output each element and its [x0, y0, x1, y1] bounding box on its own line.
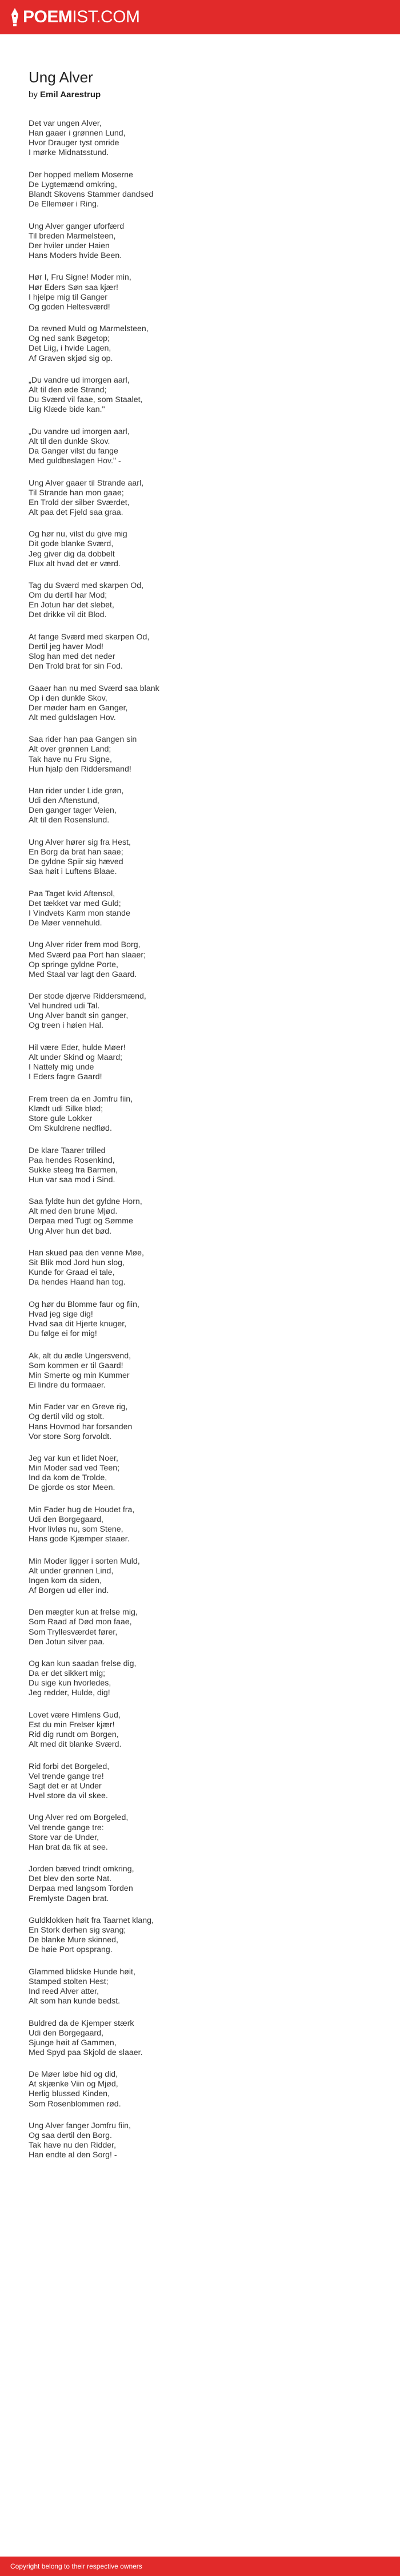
poem-line: Der hopped mellem Moserne — [29, 170, 133, 180]
poem-line: Lovet være Himlens Gud, — [29, 1710, 121, 1720]
poem-line: Alt med dit blanke Sværd. — [29, 1740, 122, 1750]
stanza — [29, 1197, 371, 1236]
poem-line: Gaaer han nu med Sværd saa blank — [29, 683, 159, 693]
poem-line: Rid forbi det Borgeled, — [29, 1762, 110, 1771]
poem-line: Om du dertil har Mod; — [29, 591, 107, 601]
poem-line: Dertil jeg haver Mod! — [29, 642, 103, 651]
stanza — [29, 1505, 371, 1544]
poem-line: Fremlyste Dagen brat. — [29, 1894, 109, 1903]
poem-line: Som Rosenblommen rød. — [29, 2099, 121, 2109]
poem-line: Hør I, Fru Signe! Moder min, — [29, 273, 131, 283]
poem-line: Jorden bæved trindt omkring, — [29, 1865, 134, 1874]
poem-line: Hvel store da vil skee. — [29, 1791, 108, 1800]
poem-line: Og dertil vild og stolt. — [29, 1412, 105, 1422]
poem-line: Guldklokken høit fra Taarnet klang, — [29, 1915, 154, 1925]
poem-line: Derpaa med langsom Torden — [29, 1884, 133, 1894]
poem-line: Blandt Skovens Stammer dandsed — [29, 190, 154, 200]
stanza — [29, 1351, 371, 1390]
poem-line: Da er det sikkert mig; — [29, 1669, 106, 1679]
poem-line: Sagt det er at Under — [29, 1781, 102, 1791]
poem-line: „Du vandre ud imorgen aarl, — [29, 427, 130, 436]
stanza — [29, 170, 371, 209]
poem-line: Der stode djærve Riddersmænd, — [29, 992, 146, 1001]
poem-line: Sukke steeg fra Barmen, — [29, 1165, 118, 1175]
poem-line: At skjænke Viin og Mjød, — [29, 2080, 118, 2089]
poem-line: Vor store Sorg forvoldt. — [29, 1432, 112, 1441]
poem-line: I Nattely mig unde — [29, 1063, 94, 1072]
poem-line: De høie Port opsprang. — [29, 1945, 113, 1955]
poem-line: Buldred da de Kjemper stærk — [29, 2018, 134, 2028]
poem-line: Alt til den Rosenslund. — [29, 816, 110, 825]
poem-line: Som Raad af Død mon faae, — [29, 1617, 132, 1627]
poem-line: De gyldne Spiir sig hæved — [29, 857, 123, 867]
poem-line: Det blev den sorte Nat. — [29, 1874, 112, 1884]
poem-line: Der møder ham en Ganger, — [29, 703, 128, 713]
poem-line: Det Liig, i hvide Lagen, — [29, 344, 111, 353]
poem-line: Udi den Borgegaard, — [29, 1514, 103, 1524]
stanza — [29, 735, 371, 774]
poem-line: Da Ganger vilst du fange — [29, 446, 118, 456]
stanza — [29, 992, 371, 1031]
poem-line: Du Sværd vil faae, som Staalet, — [29, 395, 143, 405]
poem-line: Om Skuldrene nedflød. — [29, 1124, 112, 1134]
stanza — [29, 1762, 371, 1801]
poem-line: I hjelpe mig til Ganger — [29, 292, 108, 302]
poem-line: Med guldbeslagen Hov." - — [29, 456, 121, 466]
poem-line: Alt som han kunde bedst. — [29, 1997, 121, 2006]
stanza — [29, 427, 371, 466]
poem-line: Udi den Borgegaard, — [29, 2028, 103, 2038]
stanza — [29, 1146, 371, 1185]
stanza — [29, 479, 371, 518]
poem-line: Hun hjalp den Riddersmand! — [29, 764, 131, 774]
stanza — [29, 1865, 371, 1903]
poem-line: Ung Alver gaaer til Strande aarl, — [29, 478, 144, 488]
poem-line: Ak, alt du ædle Ungersvend, — [29, 1351, 131, 1361]
poem-line: Tak have nu den Ridder, — [29, 2141, 117, 2150]
poem-line: Vel trende gange tre: — [29, 1823, 104, 1832]
site-logo[interactable] — [10, 7, 140, 27]
stanza — [29, 786, 371, 825]
poem-line: Op i den dunkle Skov, — [29, 693, 107, 703]
poem-line: I Eders fagre Gaard! — [29, 1072, 102, 1082]
stanza — [29, 1557, 371, 1596]
poem-line: Alt under Skind og Maard; — [29, 1053, 123, 1063]
poem-line: De Møer løbe hid og did, — [29, 2070, 118, 2080]
poem-line: Ung Alver ganger uforfærd — [29, 221, 125, 231]
poem-line: Alt under grønnen Lind, — [29, 1566, 114, 1576]
poem-line: Til breden Marmelsteen, — [29, 231, 116, 241]
poem-line: Jeg redder, Hulde, dig! — [29, 1688, 110, 1698]
stanza — [29, 2070, 371, 2109]
stanza — [29, 889, 371, 928]
poem-line: Og hør du Blomme faur og fiin, — [29, 1299, 139, 1309]
stanza — [29, 1608, 371, 1647]
stanza — [29, 324, 371, 363]
poem-line: Est du min Frelser kjær! — [29, 1720, 115, 1730]
poem-line: Han endte al den Sorg! - — [29, 2150, 117, 2160]
poem-line: Og goden Heltesværd! — [29, 302, 110, 312]
poem-line: Store var de Under, — [29, 1832, 99, 1842]
poem-line: Alt med guldslagen Hov. — [29, 713, 116, 722]
stanza — [29, 1967, 371, 2006]
poem-line: Saa fyldte hun det gyldne Horn, — [29, 1197, 142, 1207]
poem-line: Ei lindre du formaaer. — [29, 1380, 106, 1390]
site-header — [0, 0, 400, 34]
poem-line: De Møer vennehuld. — [29, 918, 102, 928]
stanza — [29, 119, 371, 158]
poem-line: Til Strande han mon gaae; — [29, 488, 124, 498]
poem-line: Hvor Drauger tyst omride — [29, 138, 119, 148]
poem-line: Hil være Eder, hulde Møer! — [29, 1043, 126, 1052]
poem-line: Store gule Lokker — [29, 1114, 93, 1123]
site-logo-text: POEMIST.COM — [23, 7, 140, 26]
poem-line: Hvor livløs nu, som Stene, — [29, 1525, 123, 1535]
poem-line: Af Graven skjød sig op. — [29, 353, 113, 363]
poem-line: Ung Alver rider frem mod Borg, — [29, 940, 141, 950]
poem-line: Derpaa med Tugt og Sømme — [29, 1217, 133, 1226]
poem-line: Alt til den dunkle Skov. — [29, 436, 110, 446]
poem-line: Da revned Muld og Marmelsteen, — [29, 324, 149, 334]
poem-line: Op springe gyldne Porte, — [29, 960, 118, 969]
poem-line: En Trold der silber Sværdet, — [29, 498, 130, 507]
poem-line: Alt til den øde Strand; — [29, 385, 107, 395]
poem-line: Klædt udi Silke blød; — [29, 1104, 103, 1114]
poem-line: Ung Alver red om Borgeled, — [29, 1813, 129, 1823]
poem-line: Ung Alver bandt sin ganger, — [29, 1011, 129, 1021]
poem-line: Du sige kun hvorledes, — [29, 1679, 111, 1688]
stanza — [29, 1249, 371, 1287]
stanza — [29, 222, 371, 261]
poem-line: Ind da kom de Trolde, — [29, 1473, 107, 1483]
poem-line: At fange Sværd med skarpen Od, — [29, 632, 150, 642]
stanza — [29, 530, 371, 569]
poem-line: Jeg var kun et lidet Noer, — [29, 1454, 118, 1464]
poem-line: Liig Klæde bide kan." — [29, 405, 105, 415]
poem-line: Det var ungen Alver, — [29, 119, 102, 129]
poem-line: Og treen i høien Hal. — [29, 1021, 103, 1031]
poem-line: I Vindvets Karm mon stande — [29, 908, 130, 918]
poem-line: Hvad jeg sige dig! — [29, 1309, 93, 1319]
poem-line: Af Borgen ud eller ind. — [29, 1585, 109, 1595]
poem-line: Herlig blussed Kinden, — [29, 2089, 110, 2099]
stanza — [29, 940, 371, 979]
poem-line: Hun var saa mod i Sind. — [29, 1175, 115, 1184]
poem-line: Ung Alver hun det bød. — [29, 1226, 112, 1236]
poem-line: I mørke Midnatsstund. — [29, 148, 109, 158]
stanza — [29, 1711, 371, 1750]
poem-line: Stamped stolten Hest; — [29, 1977, 109, 1986]
stanza — [29, 1095, 371, 1134]
poem-line: Der hviler under Haien — [29, 241, 110, 251]
stanza — [29, 1916, 371, 1955]
poem-line: Alt paa det Fjeld saa graa. — [29, 507, 123, 517]
poem-line: Han brat da fik at see. — [29, 1842, 108, 1852]
poem-line: Vel trende gange tre! — [29, 1771, 104, 1781]
poem-body — [29, 119, 371, 2160]
poem-line: De Lygtemænd omkring, — [29, 180, 117, 190]
poem-line: Og ned sank Bøgetop; — [29, 334, 110, 344]
poem-line: Ung Alver fanger Jomfru fiin, — [29, 2121, 131, 2131]
stanza — [29, 684, 371, 723]
poem-line: Dit gode blanke Sværd, — [29, 539, 114, 549]
poem-line: De blanke Mure skinned, — [29, 1935, 118, 1945]
poem-page — [0, 34, 400, 2160]
author-name[interactable]: Emil Aarestrup — [40, 90, 101, 100]
poem-line: Som Tryllesværdet fører, — [29, 1627, 118, 1637]
poem-line: Flux alt hvad det er værd. — [29, 559, 121, 569]
poem-line: Da hendes Haand han tog. — [29, 1278, 126, 1287]
poem-line: Med Staal var lagt den Gaard. — [29, 969, 137, 979]
poem-line: Han rider under Lide grøn, — [29, 786, 124, 796]
stanza — [29, 838, 371, 877]
poem-line: Hør Eders Søn saa kjær! — [29, 283, 118, 292]
poem-title: Ung Alver — [29, 69, 93, 86]
poem-line: En Borg da brat han saae; — [29, 848, 123, 857]
poem-line: Paa hendes Rosenkind, — [29, 1155, 115, 1165]
poem-line: Det tækket var med Guld; — [29, 899, 121, 908]
poem-line: Og kan kun saadan frelse dig, — [29, 1659, 137, 1669]
poem-line: Sit Blik mod Jord hun slog, — [29, 1258, 125, 1268]
stanza — [29, 1043, 371, 1082]
poem-line: Glammed blidske Hunde høit, — [29, 1967, 135, 1977]
poem-line: En Jotun har det slebet, — [29, 601, 114, 610]
byline-prefix: by — [29, 90, 38, 100]
poem-line: Hans Moders hvide Been. — [29, 251, 122, 260]
poem-line: Frem treen da en Jomfru fiin, — [29, 1094, 133, 1104]
poem-line: Paa Taget kvid Aftensol, — [29, 889, 115, 899]
poem-line: Saa rider han paa Gangen sin — [29, 735, 137, 745]
poem-line: Den ganger tager Veien, — [29, 806, 117, 816]
poem-line: Og saa dertil den Borg. — [29, 2131, 112, 2141]
poem-line: Hans Hovmod har forsanden — [29, 1422, 133, 1432]
poem-line: Den Trold brat for sin Fod. — [29, 662, 123, 671]
copyright-text: Copyright belong to their respective owners — [10, 2562, 142, 2570]
poem-line: Alt med den brune Mjød. — [29, 1207, 118, 1217]
poem-line: Han gaaer i grønnen Lund, — [29, 129, 126, 138]
poem-line: En Stork derhen sig svang; — [29, 1926, 126, 1935]
poem-line: Kunde for Graad ei tale, — [29, 1268, 115, 1278]
stanza — [29, 1300, 371, 1339]
poem-line: Udi den Aftenstund, — [29, 796, 99, 806]
poem-line: Min Moder sad ved Teen; — [29, 1464, 120, 1473]
poem-line: Hans gode Kjæmper staaer. — [29, 1535, 130, 1544]
stanza — [29, 1659, 371, 1698]
poem-line: Du følge ei for mig! — [29, 1329, 97, 1339]
pen-nib-icon — [10, 7, 19, 27]
poem-line: Alt over grønnen Land; — [29, 745, 111, 754]
poem-line: Vel hundred udi Tal. — [29, 1001, 100, 1011]
poem-line: Tag du Sværd med skarpen Od, — [29, 581, 144, 591]
poem-line: Ind reed Alver atter, — [29, 1986, 99, 1996]
poem-line: Med Spyd paa Skjold de slaaer. — [29, 2048, 143, 2057]
poem-line: Han skued paa den venne Møe, — [29, 1249, 144, 1258]
stanza — [29, 581, 371, 620]
poem-line: Den mægter kun at frelse mig, — [29, 1608, 138, 1617]
stanza — [29, 633, 371, 671]
poem-line: Og hør nu, vilst du give mig — [29, 530, 127, 539]
stanza — [29, 1402, 371, 1441]
poem-line: Ung Alver hører sig fra Hest, — [29, 837, 131, 847]
stanza — [29, 2019, 371, 2058]
poem-line: De Ellemøer i Ring. — [29, 200, 99, 209]
poem-line: Det drikke vil dit Blod. — [29, 610, 107, 620]
poem-line: Min Fader hug de Houdet fra, — [29, 1505, 135, 1514]
poem-line: Min Fader var en Greve rig, — [29, 1402, 128, 1412]
poem-line: Hvad saa dit Hjerte knuger, — [29, 1319, 127, 1329]
poem-line: Min Moder ligger i sorten Muld, — [29, 1556, 140, 1566]
poem-line: Ingen kom da siden, — [29, 1576, 102, 1585]
stanza — [29, 273, 371, 312]
site-footer — [0, 2557, 400, 2576]
poem-line: Med Sværd paa Port han slaaer; — [29, 950, 146, 960]
poem-line: „Du vandre ud imorgen aarl, — [29, 376, 130, 385]
poem-line: Slog han med det neder — [29, 652, 115, 662]
stanza — [29, 1813, 371, 1852]
poem-line: De klare Taarer trilled — [29, 1146, 106, 1155]
stanza — [29, 1454, 371, 1493]
poem-line: Sjunge høit af Gammen, — [29, 2038, 117, 2048]
poem-line: Tak have nu Fru Signe, — [29, 754, 112, 764]
poem-line: De gjorde os stor Meen. — [29, 1483, 115, 1493]
stanza — [29, 2121, 371, 2160]
stanza — [29, 376, 371, 415]
poem-line: Som kommen er til Gaard! — [29, 1361, 123, 1370]
poem-line: Rid dig rundt om Borgen, — [29, 1730, 119, 1740]
poem-line: Min Smerte og min Kummer — [29, 1370, 130, 1380]
poem-line: Den Jotun silver paa. — [29, 1637, 105, 1647]
poem-line: Saa høit i Luftens Blaae. — [29, 867, 117, 877]
poem-line: Jeg giver dig da dobbelt — [29, 549, 115, 559]
poem-byline — [29, 90, 371, 100]
